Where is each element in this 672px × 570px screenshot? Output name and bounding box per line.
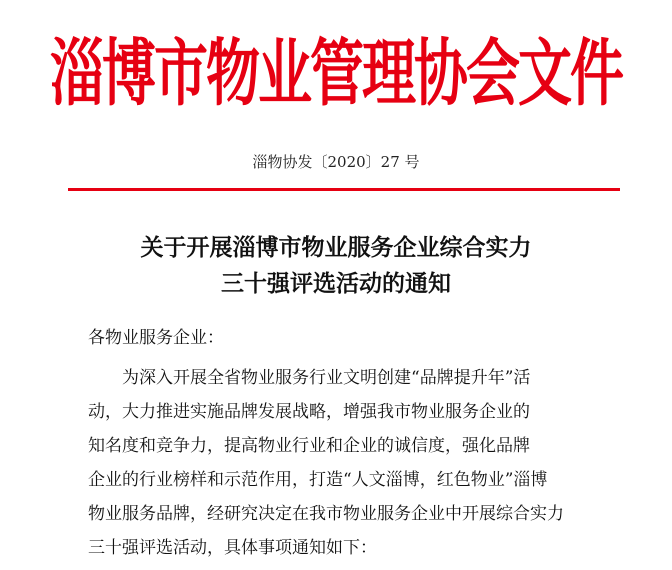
body-line-4: 企业的行业榜样和示范作用，打造“人文淄博，红色物业”淄博 bbox=[88, 470, 548, 490]
body-line-2: 动，大力推进实施品牌发展战略，增强我市物业服务企业的 bbox=[88, 402, 530, 422]
document-number: 淄物协发〔2020〕27 号 bbox=[252, 153, 420, 171]
body-line-3: 知名度和竞争力，提高物业行业和企业的诚信度，强化品牌 bbox=[88, 436, 530, 456]
notice-title-line-1: 关于开展淄博市物业服务企业综合实力 bbox=[140, 235, 532, 261]
notice-title-line-2: 三十强评选活动的通知 bbox=[221, 271, 451, 297]
salutation: 各物业服务企业： bbox=[88, 328, 224, 348]
document-header-title: 淄博市物业管理协会文件 bbox=[50, 30, 622, 116]
red-divider-line bbox=[68, 188, 620, 191]
body-line-6: 三十强评选活动，具体事项通知如下： bbox=[88, 538, 377, 558]
body-line-5: 物业服务品牌，经研究决定在我市物业服务企业中开展综合实力 bbox=[88, 504, 564, 524]
body-line-1: 为深入开展全省物业服务行业文明创建“品牌提升年”活 bbox=[122, 368, 531, 388]
